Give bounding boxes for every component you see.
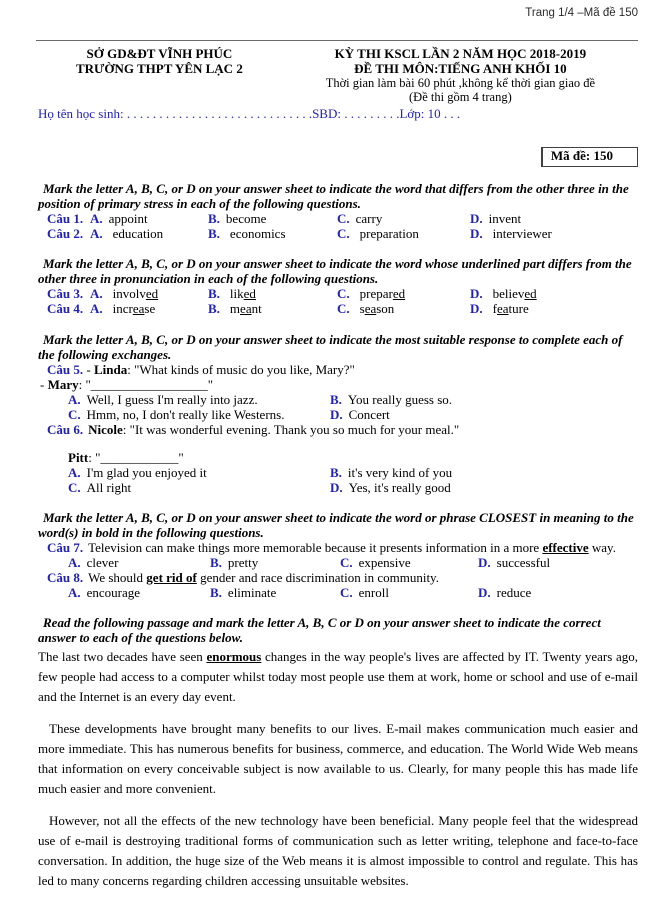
question-5-option-c	[68, 407, 330, 422]
stem-text: way.	[588, 540, 616, 555]
speaker-name: Nicole	[88, 422, 123, 437]
exam-code-row	[38, 147, 638, 167]
option-letter: C.	[337, 211, 350, 226]
question-6-option-c	[68, 480, 330, 495]
question-7-label: Câu 7.	[47, 540, 84, 555]
option-text: Hmm, no, I don't really like Westerns.	[86, 407, 285, 422]
passage-text: changes in the way people's lives are affected by IT. Twenty years ago, few people had access to a computer whilst today most people use them at work, home or school and use of e-mail and the Internet is an every day event.	[38, 649, 638, 704]
question-7-option-d	[478, 555, 638, 570]
option-text	[230, 286, 256, 301]
question-2-option-c	[337, 226, 470, 241]
question-4-option-d	[470, 301, 638, 316]
option-text-segment: believ	[492, 286, 525, 301]
underlined-segment: ea	[132, 301, 145, 316]
option-text: reduce	[496, 585, 532, 600]
option-text: it's very kind of you	[347, 465, 453, 480]
keyword: enormous	[206, 649, 262, 664]
exam-name: KỲ THI KSCL LẦN 2 NĂM HỌC 2018-2019	[334, 46, 587, 61]
dialogue-text: : "It was wonderful evening. Thank you so much for your meal."	[122, 422, 460, 437]
option-letter: A.	[68, 392, 81, 407]
question-7-stem	[38, 540, 638, 555]
question-2-option-b	[208, 226, 337, 241]
question-6-line2	[38, 450, 638, 465]
option-text	[113, 301, 156, 316]
passage-text: The last two decades have seen	[38, 649, 207, 664]
speaker-name: Pitt	[68, 450, 89, 465]
question-5-line2	[38, 377, 638, 392]
school-block	[36, 46, 283, 104]
question-1	[38, 211, 638, 226]
option-text: appoint	[108, 211, 148, 226]
option-text: successful	[496, 555, 551, 570]
question-8-option-c	[340, 585, 478, 600]
passage-paragraph-2: These developments have brought many benefits to our lives. E-mail makes communication much easier and more immediate. This has numerous benefits for business, commerce, and education. The World Wide Web means that information on every conceivable subject is now available to us. Clearly, for many people this has made life much easier and more convenient.	[38, 721, 638, 796]
option-text: eliminate	[227, 585, 277, 600]
question-5-options-row1	[38, 392, 638, 407]
option-text-segment: se	[144, 301, 156, 316]
question-4-option-b	[208, 301, 337, 316]
question-2-label: Câu 2.	[47, 226, 84, 241]
option-letter: B.	[208, 286, 220, 301]
option-letter: C.	[68, 407, 81, 422]
instruction-stress: Mark the letter A, B, C, or D on your answer sheet to indicate the word that differs from the other three in the position of primary stress in each of the following questions.	[38, 181, 629, 211]
question-7-option-a	[68, 555, 210, 570]
option-text: You really guess so.	[347, 392, 453, 407]
option-text: enroll	[358, 585, 389, 600]
question-7-option-c	[340, 555, 478, 570]
page-number-note: Trang 1/4 –Mã đề 150	[525, 7, 638, 19]
question-1-option-b	[208, 211, 337, 226]
option-letter: B.	[208, 211, 220, 226]
school-name: TRƯỜNG THPT YÊN LẠC 2	[75, 61, 243, 76]
option-text: encourage	[86, 585, 141, 600]
option-letter: D.	[470, 226, 483, 241]
exam-header	[36, 40, 638, 104]
question-2-option-d	[470, 226, 638, 241]
option-letter: C.	[340, 555, 353, 570]
option-text: Yes, it's really good	[348, 480, 451, 495]
option-text: Well, I guess I'm really into jazz.	[86, 392, 258, 407]
exam-title-block	[283, 46, 638, 104]
passage-paragraph-1	[38, 647, 638, 707]
option-letter: A.	[68, 555, 81, 570]
question-5-option-d	[330, 407, 638, 422]
option-text: clever	[86, 555, 119, 570]
question-6-line1	[38, 422, 638, 437]
question-2	[38, 226, 638, 241]
option-letter: A.	[68, 465, 81, 480]
question-3-option-c	[337, 286, 470, 301]
option-letter: A.	[90, 286, 103, 301]
question-2-option-a	[90, 226, 208, 241]
option-text-segment: lik	[229, 286, 244, 301]
instruction-response: Mark the letter A, B, C, or D on your answer sheet to indicate the most suitable response to complete each of the following exchanges.	[38, 332, 623, 362]
option-letter: A.	[90, 301, 103, 316]
exam-subject: ĐỀ THI MÔN:TIẾNG ANH KHỐI 10	[354, 61, 567, 76]
question-6-option-a	[68, 465, 330, 480]
question-3-option-b	[208, 286, 337, 301]
option-text: carry	[355, 211, 383, 226]
dash: -	[40, 377, 48, 392]
option-letter: D.	[470, 211, 483, 226]
question-8-option-d	[478, 585, 638, 600]
option-text	[493, 301, 529, 316]
dialogue-blank: : "__________________"	[78, 377, 214, 392]
question-3	[38, 286, 638, 301]
question-5-label: Câu 5.	[47, 362, 84, 377]
stem-text: Television can make things more memorable because it presents information in a more	[88, 540, 543, 555]
option-text: preparation	[359, 226, 419, 241]
student-info-line: Họ tên học sinh: . . . . . . . . . . . . . . . . . . . . . . . . . . . . .SBD: . . . . . . . . .Lớp: 10 . . .	[38, 106, 461, 121]
exam-code-box: Mã đề: 150	[541, 147, 638, 167]
option-text	[360, 301, 395, 316]
option-text-segment: ture	[508, 301, 529, 316]
underlined-segment: ea	[496, 301, 509, 316]
question-8-option-a	[68, 585, 210, 600]
question-1-option-d	[470, 211, 638, 226]
instruction-pronunciation: Mark the letter A, B, C, or D on your answer sheet to indicate the word whose underlined part differs from the other three in pronunciation in each of the following questions.	[38, 256, 632, 286]
underlined-segment: ed	[524, 286, 537, 301]
option-letter: B.	[208, 226, 220, 241]
question-7-options	[38, 555, 638, 570]
department-name: SỞ GD&ĐT VĨNH PHÚC	[86, 46, 233, 61]
question-4-label: Câu 4.	[47, 301, 84, 316]
question-8-options	[38, 585, 638, 600]
question-6-label: Câu 6.	[47, 422, 84, 437]
option-letter: D.	[470, 286, 483, 301]
underlined-segment: ed	[392, 286, 406, 301]
question-4	[38, 301, 638, 316]
option-letter: B.	[330, 465, 342, 480]
option-text: education	[112, 226, 164, 241]
option-letter: A.	[90, 211, 103, 226]
question-3-option-a	[90, 286, 208, 301]
option-text-segment: involv	[112, 286, 146, 301]
option-text-segment: son	[376, 301, 395, 316]
question-8-stem	[38, 570, 638, 585]
option-text: interviewer	[492, 226, 552, 241]
keyword: get rid of	[146, 570, 197, 585]
question-4-option-a	[90, 301, 208, 316]
keyword: effective	[542, 540, 589, 555]
option-text: pretty	[227, 555, 259, 570]
option-letter: C.	[337, 286, 350, 301]
option-letter: C.	[68, 480, 81, 495]
option-text: invent	[488, 211, 522, 226]
question-5-option-b	[330, 392, 638, 407]
speaker-name: Mary	[47, 377, 79, 392]
option-text	[493, 286, 537, 301]
dialogue-blank: : "____________"	[88, 450, 184, 465]
stem-text: gender and race discrimination in community.	[196, 570, 439, 585]
underlined-segment: ed	[243, 286, 256, 301]
question-6-options-row1	[38, 465, 638, 480]
question-6-option-d	[330, 480, 638, 495]
option-letter: A.	[68, 585, 81, 600]
option-letter: B.	[210, 585, 222, 600]
exam-pages-note: (Đề thi gồm 4 trang)	[409, 90, 512, 104]
question-5-option-a	[68, 392, 330, 407]
question-1-label: Câu 1.	[47, 211, 84, 226]
option-letter: D.	[470, 301, 483, 316]
option-letter: A.	[90, 226, 103, 241]
option-letter: C.	[340, 585, 353, 600]
option-text-segment: m	[229, 301, 241, 316]
question-6-option-b	[330, 465, 638, 480]
question-8-label: Câu 8.	[47, 570, 84, 585]
speaker-name: Linda	[93, 362, 128, 377]
question-1-option-c	[337, 211, 470, 226]
question-5-options-row2	[38, 407, 638, 422]
option-text: economics	[229, 226, 286, 241]
instruction-reading: Read the following passage and mark the letter A, B, C or D on your answer sheet to indicate the correct answer to each of the questions below.	[38, 615, 601, 645]
option-letter: D.	[478, 585, 491, 600]
option-text: Concert	[348, 407, 390, 422]
option-text	[360, 286, 405, 301]
option-text: become	[225, 211, 267, 226]
question-5-line1	[38, 362, 638, 377]
option-text-segment: prepar	[359, 286, 393, 301]
option-letter: B.	[208, 301, 220, 316]
separator: -	[83, 362, 94, 377]
option-letter: D.	[330, 480, 343, 495]
option-text	[230, 301, 262, 316]
question-4-option-c	[337, 301, 470, 316]
exam-duration: Thời gian làm bài 60 phút ,không kể thời gian giao đề	[325, 76, 596, 90]
option-letter: C.	[337, 226, 350, 241]
option-text: I'm glad you enjoyed it	[86, 465, 207, 480]
question-3-option-d	[470, 286, 638, 301]
question-7-option-b	[210, 555, 340, 570]
instruction-closest-meaning: Mark the letter A, B, C, or D on your answer sheet to indicate the word or phrase CLOSEST in meaning to the word(s) in bold in the following questions.	[38, 510, 634, 540]
option-text: All right	[86, 480, 132, 495]
question-8-option-b	[210, 585, 340, 600]
option-letter: C.	[337, 301, 350, 316]
underlined-segment: ea	[240, 301, 252, 316]
option-text-segment: f	[492, 301, 497, 316]
question-1-option-a	[90, 211, 208, 226]
stem-text: We should	[88, 570, 147, 585]
underlined-segment: ed	[145, 286, 159, 301]
underlined-segment: ea	[364, 301, 377, 316]
question-6-options-row2	[38, 480, 638, 495]
option-text-segment: s	[359, 301, 365, 316]
question-3-label: Câu 3.	[47, 286, 84, 301]
dialogue-text: : "What kinds of music do you like, Mary?"	[127, 362, 355, 377]
option-letter: B.	[330, 392, 342, 407]
option-letter: D.	[330, 407, 343, 422]
option-text	[113, 286, 159, 301]
option-text-segment: nt	[251, 301, 262, 316]
option-letter: D.	[478, 555, 491, 570]
option-letter: B.	[210, 555, 222, 570]
passage-paragraph-3: However, not all the effects of the new technology have been beneficial. Many people feel that the widespread use of e-mail is destroying traditional forms of communication such as letter writing, telephone and face-to-face conversation. In addition, the huge size of the Web means it is almost impossible to control and regulate. This has led to many concerns regarding children accessing unsuitable websites.	[38, 813, 638, 888]
option-text-segment: incr	[112, 301, 133, 316]
option-text: expensive	[358, 555, 411, 570]
